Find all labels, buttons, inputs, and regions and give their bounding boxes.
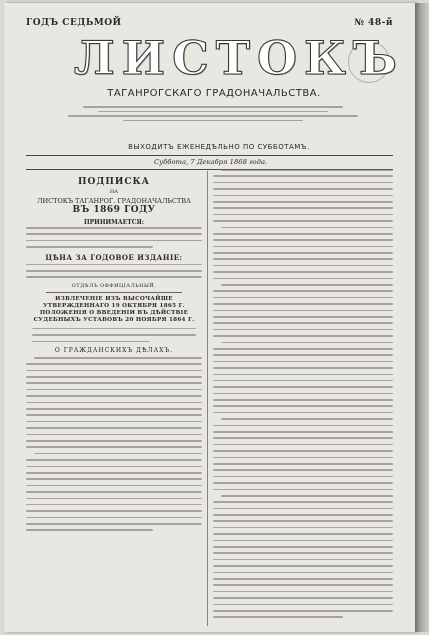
left-column bbox=[26, 173, 202, 536]
subscription-publication: ЛИСТОКЪ ТАГАНРОГ. ГРАДОНАЧАЛЬСТВА bbox=[37, 197, 191, 205]
masthead-subtitle: ТАГАНРОГСКАГО ГРАДОНАЧАЛЬСТВА. bbox=[107, 88, 321, 99]
left-body-text bbox=[26, 357, 202, 531]
subscription-title: ПОДПИСКА bbox=[77, 177, 151, 187]
section-divider bbox=[46, 292, 182, 293]
header-rule-top bbox=[26, 155, 393, 156]
publication-info bbox=[48, 103, 378, 124]
column-divider bbox=[207, 171, 208, 626]
price-lines bbox=[26, 264, 202, 278]
right-body-text bbox=[213, 169, 393, 618]
subscription-accepted: ПРИНИМАЕТСЯ: bbox=[83, 219, 145, 226]
subscription-na: НА bbox=[109, 189, 119, 195]
top-header-line bbox=[26, 18, 393, 28]
right-column bbox=[213, 168, 393, 623]
page-gutter-shadow bbox=[415, 3, 429, 632]
masthead-title: ЛИСТОКЪ bbox=[74, 31, 404, 85]
issue-number: № 48-й bbox=[354, 18, 393, 28]
weekly-notice: ВЫХОДИТЪ ЕЖЕНЕДѢЛЬНО ПО СУББОТАМЪ. bbox=[128, 143, 310, 151]
subscription-places bbox=[26, 227, 202, 248]
italic-note bbox=[32, 328, 196, 342]
civil-cases-section: О ГРАЖДАНСКИХЪ ДѢЛАХЪ. bbox=[54, 346, 174, 354]
newspaper-page bbox=[4, 3, 415, 632]
year-label: ГОДЪ СЕДЬМОЙ bbox=[26, 18, 122, 28]
issue-date: Суббота, 7 Декабря 1868 года. bbox=[154, 158, 268, 166]
price-title: ЦѢНА ЗА ГОДОВОЕ ИЗДАНІЕ: bbox=[45, 252, 183, 262]
decree-headline: ИЗВЛЕЧЕНІЕ ИЗЪ ВЫСОЧАЙШЕ УТВЕРЖДЕННАГО 19 ОКТЯБРЯ 1865 Г. ПОЛОЖЕНІЯ О ВВЕДЕНІИ ВЪ ДѢЙСТВІЕ СУДЕБНЫХЪ УСТАВОВЪ 20 НОЯБРЯ 1864 Г. bbox=[33, 295, 195, 323]
official-section: ОТДѢЛЪ ОФФИЦІАЛЬНЫЙ. bbox=[71, 282, 157, 289]
subscription-year: ВЪ 1869 ГОДУ bbox=[72, 205, 156, 215]
